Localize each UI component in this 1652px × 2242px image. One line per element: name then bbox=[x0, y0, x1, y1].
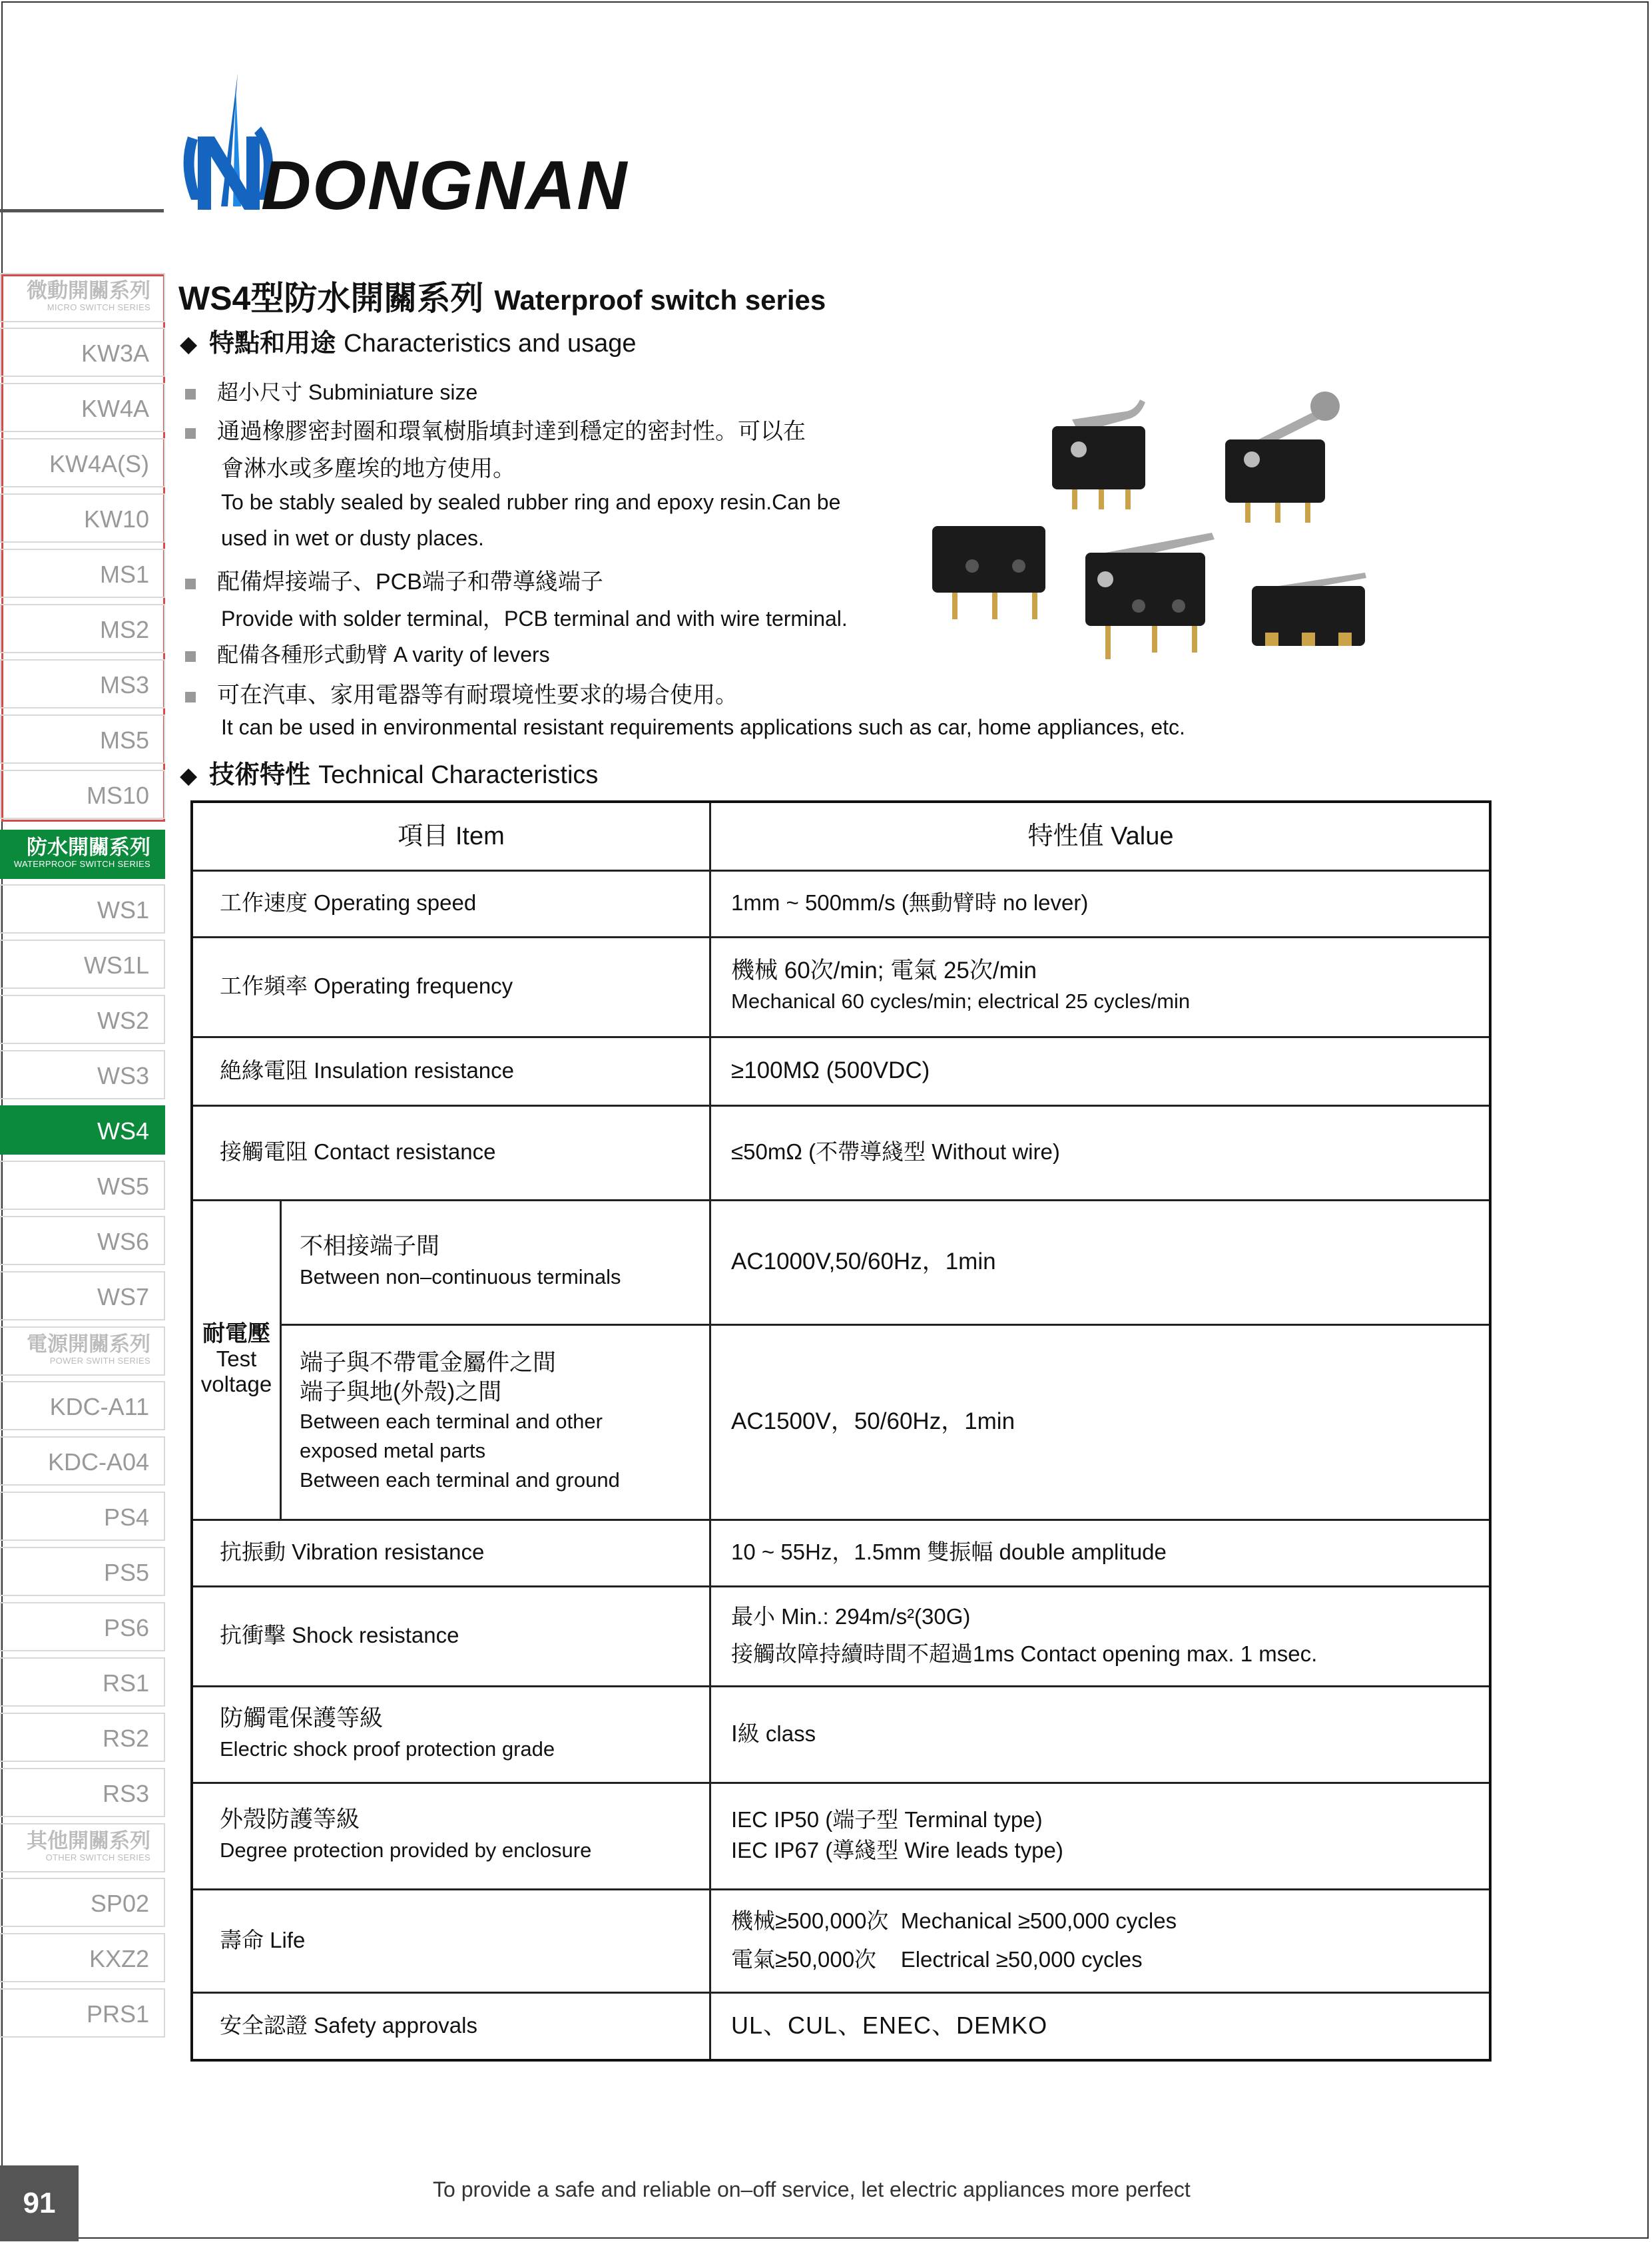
square-bullet-icon bbox=[185, 428, 196, 439]
square-bullet-icon bbox=[185, 579, 196, 589]
row-test-voltage-1-value: AC1000V,50/60Hz，1min bbox=[731, 1248, 996, 1274]
sidebar-item-ps6[interactable]: PS6 bbox=[0, 1602, 165, 1651]
group-title-en: WATERPROOF SWITCH SERIES bbox=[13, 859, 150, 869]
page-title-en: Waterproof switch series bbox=[494, 284, 826, 316]
header-value: 特性值 Value bbox=[1027, 822, 1174, 850]
item-line: 端子與地(外殼)之間 bbox=[300, 1378, 502, 1405]
row-contact-value: ≤50mΩ (不帶導綫型 Without wire) bbox=[731, 1139, 1060, 1164]
item-line: Between non–continuous terminals bbox=[300, 1264, 621, 1288]
sidebar-item-kdc-a04[interactable]: KDC-A04 bbox=[0, 1436, 165, 1486]
row-enclosure-value bbox=[731, 1782, 1063, 1888]
row-life-value bbox=[731, 1888, 1177, 1992]
sidebar-item-rs1[interactable]: RS1 bbox=[0, 1657, 165, 1707]
sidebar-item-kw4a-s[interactable]: KW4A(S) bbox=[0, 438, 165, 487]
sidebar-item-kw10[interactable]: KW10 bbox=[0, 493, 165, 543]
sidebar-item-kw3a[interactable]: KW3A bbox=[0, 328, 165, 377]
feature-text: 配備各種形式動臂 A varity of levers bbox=[217, 643, 550, 667]
row-safety-item: 安全認證 Safety approvals bbox=[220, 2012, 477, 2038]
feature-bullet bbox=[185, 638, 550, 669]
sidebar-item-rs3[interactable]: RS3 bbox=[0, 1768, 165, 1817]
page-title bbox=[178, 272, 826, 320]
sidebar-item-rs2[interactable]: RS2 bbox=[0, 1713, 165, 1762]
group-title-zh: 其他開關系列 bbox=[27, 1829, 150, 1852]
test-voltage-divider bbox=[280, 1199, 282, 1519]
sidebar-group-micro[interactable] bbox=[0, 273, 165, 322]
square-bullet-icon bbox=[185, 389, 196, 400]
feature-bullet bbox=[185, 677, 738, 709]
sidebar-item-ps4[interactable]: PS4 bbox=[0, 1492, 165, 1541]
sidebar-item-ws1l[interactable]: WS1L bbox=[0, 940, 165, 989]
row-frequency-item: 工作頻率 Operating frequency bbox=[220, 974, 513, 998]
item-line: 不相接端子間 bbox=[300, 1233, 440, 1259]
value-line: IEC IP50 (端子型 Terminal type) bbox=[731, 1807, 1043, 1832]
section-title-en: Characteristics and usage bbox=[344, 330, 637, 358]
section-title-zh: 技術特性 bbox=[209, 761, 311, 789]
value-line: IEC IP67 (導綫型 Wire leads type) bbox=[731, 1838, 1063, 1862]
sidebar-item-kdc-a11[interactable]: KDC-A11 bbox=[0, 1381, 165, 1430]
sidebar-item-ws2[interactable]: WS2 bbox=[0, 995, 165, 1044]
sidebar-item-ms2[interactable]: MS2 bbox=[0, 604, 165, 653]
value-line: 機械 60次/min; 電氣 25次/min bbox=[731, 958, 1037, 983]
sidebar-item-ws6[interactable]: WS6 bbox=[0, 1216, 165, 1265]
brand-logo bbox=[174, 73, 654, 224]
row-frequency-value bbox=[731, 936, 1190, 1036]
brand-name: DONGNAN bbox=[261, 147, 629, 224]
feature-text: To be stably sealed by sealed rubber ring and epoxy resin.Can be bbox=[221, 490, 841, 514]
group-title-en: MICRO SWITCH SERIES bbox=[47, 302, 150, 312]
sidebar-item-ws3[interactable]: WS3 bbox=[0, 1050, 165, 1099]
footer-slogan: To provide a safe and reliable on–off service, let electric appliances more perfect bbox=[433, 2177, 1191, 2201]
sidebar-nav bbox=[0, 273, 165, 2044]
feature-bullet bbox=[185, 563, 603, 596]
test-voltage-en: Test bbox=[216, 1346, 257, 1371]
row-speed-item: 工作速度 Operating speed bbox=[220, 890, 477, 915]
sidebar-item-ps5[interactable]: PS5 bbox=[0, 1547, 165, 1596]
row-insulation-item: 絶緣電阻 Insulation resistance bbox=[220, 1057, 515, 1083]
logo-divider bbox=[0, 209, 164, 212]
value-line: 電氣≥50,000次 Electrical ≥50,000 cycles bbox=[731, 1946, 1143, 1972]
header-item: 項目 Item bbox=[398, 822, 505, 850]
test-voltage-en: voltage bbox=[200, 1372, 272, 1396]
section-technical bbox=[180, 754, 598, 790]
item-line: Degree protection provided by enclosure bbox=[220, 1838, 592, 1862]
sidebar-item-ms1[interactable]: MS1 bbox=[0, 549, 165, 598]
page-title-zh: WS4型防水開關系列 bbox=[178, 280, 484, 317]
group-title-zh: 防水開關系列 bbox=[27, 836, 150, 859]
row-test-voltage-2-value: AC1500V，50/60Hz，1min bbox=[731, 1408, 1015, 1434]
row-insulation-value: ≥100MΩ (500VDC) bbox=[731, 1057, 930, 1083]
row-safety-value: UL、CUL、ENEC、DEMKO bbox=[731, 2011, 1048, 2039]
technical-characteristics-table bbox=[190, 800, 1492, 2062]
group-title-en: POWER SWITH SERIES bbox=[49, 1356, 150, 1366]
page-number: 91 bbox=[0, 2165, 79, 2241]
section-title-en: Technical Characteristics bbox=[318, 761, 599, 789]
sidebar-item-ms10[interactable]: MS10 bbox=[0, 770, 165, 819]
item-line: Electric shock proof protection grade bbox=[220, 1737, 555, 1761]
value-line: 機械≥500,000次 Mechanical ≥500,000 cycles bbox=[731, 1908, 1177, 1933]
sidebar-item-kw4a[interactable]: KW4A bbox=[0, 383, 165, 432]
feature-text: 可在汽車、家用電器等有耐環境性要求的場合使用。 bbox=[217, 683, 738, 708]
item-line: Between each terminal and other bbox=[300, 1409, 603, 1433]
row-electric-shock-value: Ⅰ級 class bbox=[731, 1721, 816, 1746]
item-line: exposed metal parts bbox=[300, 1438, 486, 1462]
feature-bullet bbox=[185, 413, 806, 445]
sidebar-group-other[interactable] bbox=[0, 1823, 165, 1872]
square-bullet-icon bbox=[185, 692, 196, 702]
value-line: 接觸故障持續時間不超過1ms Contact opening max. 1 msec. bbox=[731, 1641, 1318, 1666]
sidebar-item-ms5[interactable]: MS5 bbox=[0, 714, 165, 764]
feature-text: 超小尺寸 Subminiature size bbox=[217, 380, 478, 404]
row-contact-item: 接觸電阻 Contact resistance bbox=[220, 1139, 496, 1164]
sidebar-item-ws4[interactable]: WS4 bbox=[0, 1105, 165, 1155]
feature-text: 配備焊接端子、PCB端子和帶導綫端子 bbox=[217, 569, 603, 595]
diamond-bullet-icon: ◆ bbox=[180, 763, 198, 788]
sidebar-item-prs1[interactable]: PRS1 bbox=[0, 1988, 165, 2038]
sidebar-item-ms3[interactable]: MS3 bbox=[0, 659, 165, 708]
item-line: 端子與不帶電金屬件之間 bbox=[300, 1349, 557, 1376]
feature-text: 通過橡膠密封圈和環氧樹脂填封達到穩定的密封性。可以在 bbox=[217, 419, 806, 444]
sidebar-item-kxz2[interactable]: KXZ2 bbox=[0, 1933, 165, 1982]
row-speed-value: 1mm ~ 500mm/s (無動臂時 no lever) bbox=[731, 890, 1089, 915]
row-test-voltage-2-item bbox=[300, 1324, 699, 1519]
feature-text: It can be used in environmental resistant requirements applications such as car, home appliances, etc. bbox=[221, 715, 1185, 739]
feature-text: Provide with solder terminal，PCB terminal and with wire terminal. bbox=[221, 607, 848, 631]
feature-text: 會淋水或多塵埃的地方使用。 bbox=[221, 456, 515, 481]
sidebar-item-ws5[interactable]: WS5 bbox=[0, 1161, 165, 1210]
square-bullet-icon bbox=[185, 651, 196, 662]
row-test-voltage-1-item bbox=[300, 1199, 699, 1324]
group-title-zh: 微動開關系列 bbox=[27, 279, 150, 302]
value-line: Mechanical 60 cycles/min; electrical 25 cycles/min bbox=[731, 989, 1191, 1013]
group-title-zh: 電源開關系列 bbox=[27, 1332, 150, 1356]
sidebar-item-sp02[interactable]: SP02 bbox=[0, 1878, 165, 1927]
item-line: 外殼防護等級 bbox=[220, 1807, 360, 1832]
feature-bullet bbox=[185, 376, 477, 406]
item-line: 防觸電保護等級 bbox=[220, 1705, 384, 1731]
sidebar-item-ws1[interactable]: WS1 bbox=[0, 884, 165, 934]
test-voltage-zh: 耐電壓 bbox=[202, 1321, 270, 1346]
row-electric-shock-item bbox=[220, 1685, 555, 1782]
row-vibration-value: 10 ~ 55Hz，1.5mm 雙振幅 double amplitude bbox=[731, 1540, 1167, 1564]
value-line: 最小 Min.: 294m/s²(30G) bbox=[731, 1604, 971, 1629]
row-vibration-item: 抗振動 Vibration resistance bbox=[220, 1540, 485, 1564]
group-title-en: OTHER SWITCH SERIES bbox=[45, 1852, 150, 1862]
row-shock-item: 抗衝擊 Shock resistance bbox=[220, 1623, 459, 1647]
column-divider bbox=[709, 803, 711, 2059]
sidebar-group-waterproof[interactable] bbox=[0, 830, 165, 879]
row-enclosure-item bbox=[220, 1782, 591, 1888]
row-life-item: 壽命 Life bbox=[220, 1927, 306, 1952]
sidebar-item-ws7[interactable]: WS7 bbox=[0, 1271, 165, 1320]
product-photo-switches bbox=[926, 373, 1392, 673]
row-shock-value bbox=[731, 1585, 1317, 1685]
test-voltage-label bbox=[193, 1199, 280, 1519]
section-characteristics bbox=[180, 322, 637, 359]
section-title-zh: 特點和用途 bbox=[209, 330, 336, 358]
item-line: Between each terminal and ground bbox=[300, 1468, 620, 1492]
sidebar-group-power[interactable] bbox=[0, 1326, 165, 1376]
feature-text: used in wet or dusty places. bbox=[221, 526, 484, 550]
diamond-bullet-icon: ◆ bbox=[180, 332, 198, 357]
